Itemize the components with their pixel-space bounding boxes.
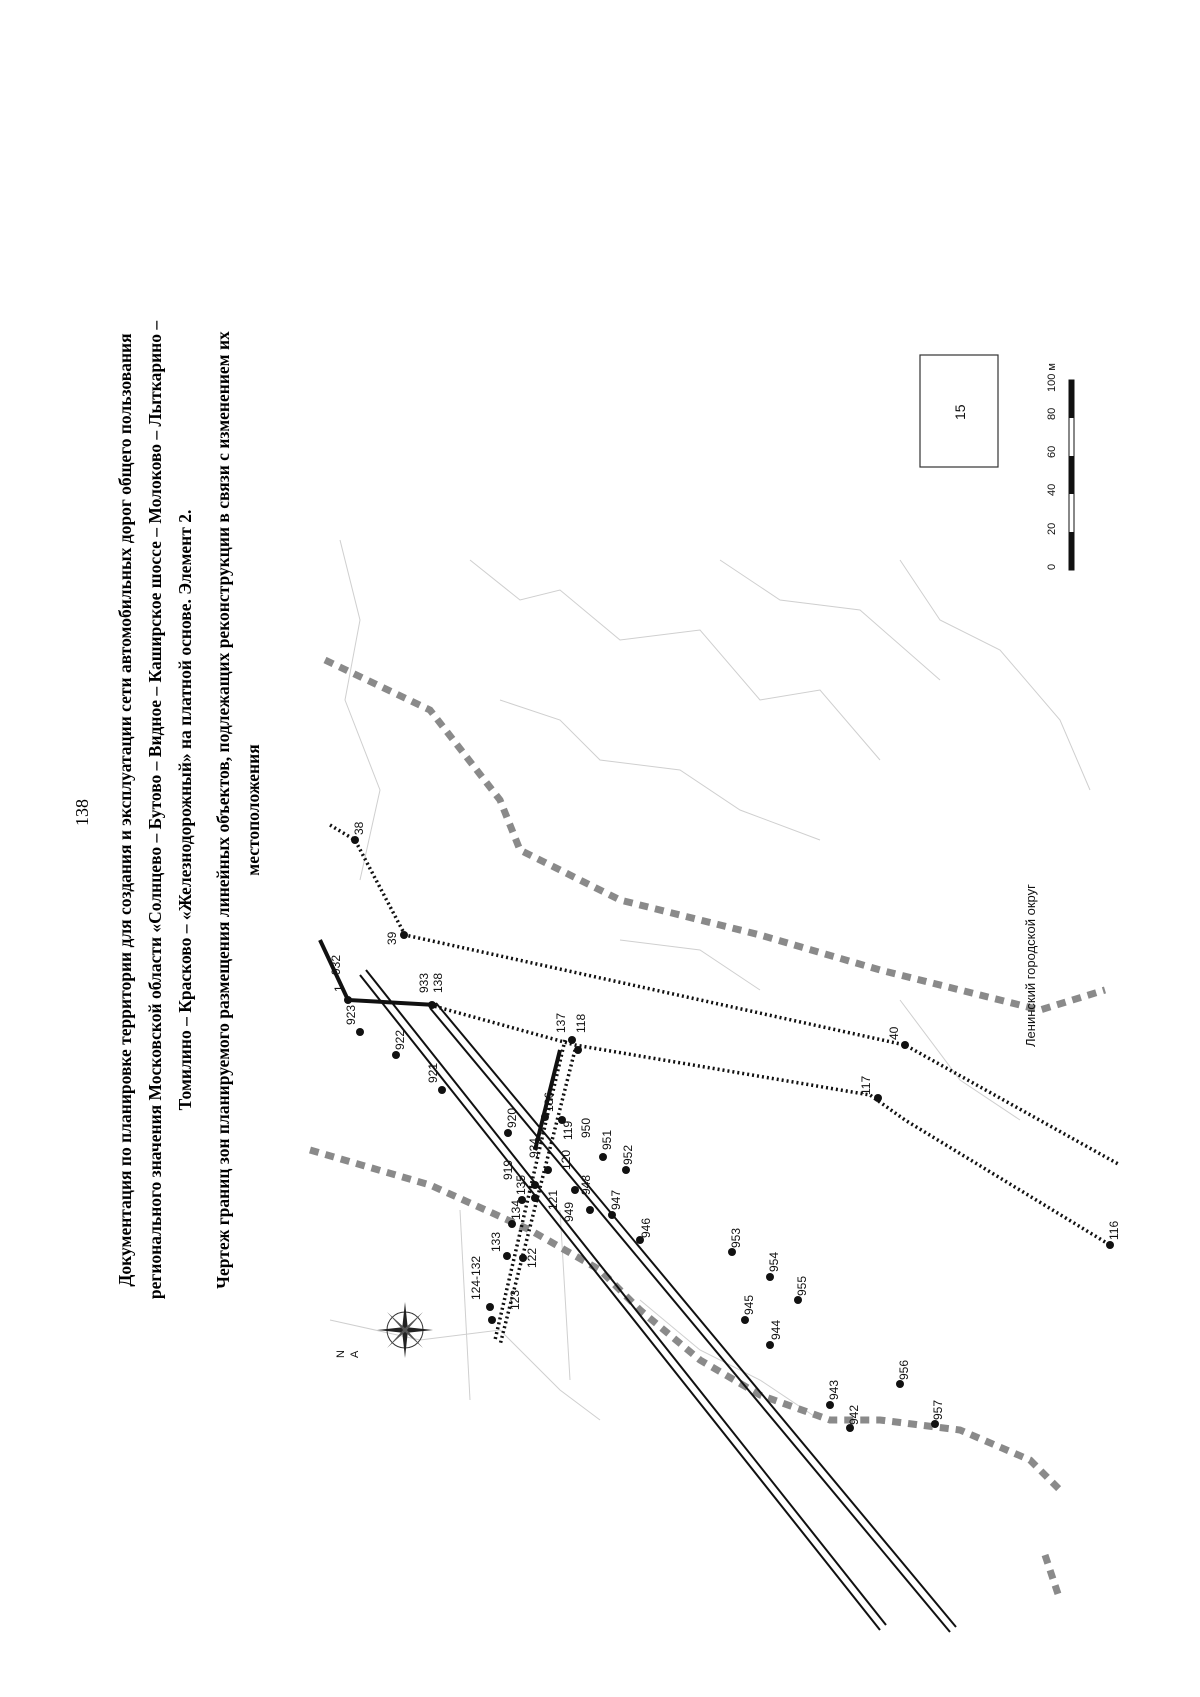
label-942: 942 [847, 1404, 861, 1425]
label-118: 118 [574, 1013, 588, 1033]
point-953 [728, 1248, 736, 1256]
point-922 [392, 1051, 400, 1059]
point-949 [586, 1206, 594, 1214]
label-138: 138 [431, 972, 445, 993]
point-121 [531, 1194, 539, 1202]
boundary-line-upper [325, 660, 1105, 1010]
title-line-1: Документация по планировке территории для создания и эксплуатации сети автомобильных дорог общего пользования [115, 333, 135, 1287]
road-upper-edge-2 [366, 970, 886, 1625]
label-957: 957 [931, 1399, 945, 1420]
point-957 [931, 1420, 939, 1428]
label-134: 134 [509, 1199, 523, 1220]
point-954 [766, 1273, 774, 1281]
label-947: 947 [609, 1189, 623, 1210]
scale-tick-100: 100 м [1046, 363, 1058, 392]
point-134 [508, 1220, 516, 1228]
point-919 [531, 1181, 539, 1189]
point-945 [741, 1316, 749, 1324]
label-919: 919 [501, 1159, 515, 1180]
label-945: 945 [742, 1294, 756, 1315]
point-38 [351, 836, 359, 844]
point-116 [1106, 1241, 1114, 1249]
point-920 [504, 1129, 512, 1137]
point-136 [541, 1113, 549, 1121]
label-1: 1 [332, 985, 346, 992]
survey-points [344, 836, 1114, 1432]
label-122: 122 [525, 1247, 539, 1268]
label-920: 920 [505, 1107, 519, 1128]
compass-rose [377, 1302, 433, 1358]
point-943 [826, 1401, 834, 1409]
label-120: 120 [559, 1149, 573, 1170]
point-39 [400, 931, 408, 939]
label-123: 123 [508, 1289, 522, 1310]
label-951: 951 [600, 1129, 614, 1150]
point-948 [571, 1186, 579, 1194]
point-933 [428, 1001, 436, 1009]
scale-tick-40: 40 [1046, 483, 1058, 496]
district-label: Ленинский городской округ [1023, 884, 1038, 1047]
point-labels [329, 821, 1121, 1425]
point-951 [599, 1153, 607, 1161]
label-40: 40 [887, 1026, 901, 1040]
label-137: 137 [554, 1012, 568, 1033]
label-949: 949 [562, 1201, 576, 1222]
point-118 [574, 1046, 582, 1054]
label-954: 954 [767, 1251, 781, 1272]
label-932: 932 [329, 954, 343, 975]
boundary-line-lower [1045, 1555, 1060, 1600]
road-lower-edge [430, 1008, 950, 1632]
label-135: 135 [514, 1174, 528, 1195]
point-117 [874, 1094, 882, 1102]
label-934: 934 [527, 1137, 541, 1158]
label-946: 946 [639, 1217, 653, 1238]
label-121: 121 [546, 1189, 560, 1210]
zone-line-a [330, 825, 1120, 1165]
label-119: 119 [561, 1120, 575, 1140]
scale-tick-20: 20 [1046, 522, 1058, 535]
point-40 [901, 1041, 909, 1049]
point-1 [344, 996, 352, 1004]
title-line-2: регионального значения Московской области «Солнцево – Бутово – Видное – Каширское шоссе – Молоково – Лыткарино – [145, 320, 165, 1300]
scale-bar [1069, 380, 1074, 570]
label-136: 136 [542, 1091, 556, 1112]
label-953: 953 [729, 1227, 743, 1248]
label-921: 921 [426, 1062, 440, 1083]
point-123 [488, 1316, 496, 1324]
label-39: 39 [385, 931, 399, 945]
subtitle-line-1: Чертеж границ зон планируемого размещения линейных объектов, подлежащих реконструкции в связи с изменением их [213, 331, 233, 1289]
title-line-3: Томилино – Красково – «Железнодорожный» на платной основе. Элемент 2. [175, 509, 195, 1111]
road-lines [320, 940, 956, 1632]
label-943: 943 [827, 1379, 841, 1400]
label-133: 133 [489, 1231, 503, 1252]
scale-tick-80: 80 [1046, 407, 1058, 420]
label-955: 955 [795, 1275, 809, 1296]
point-947 [608, 1211, 616, 1219]
scale-ticks [1046, 363, 1058, 570]
point-120 [544, 1166, 552, 1174]
point-944 [766, 1341, 774, 1349]
subtitle-line-2: местоположения [243, 744, 263, 876]
boundary-line-middle [310, 1150, 1060, 1490]
label-923: 923 [344, 1004, 358, 1025]
page-number: 138 [72, 799, 92, 826]
scale-tick-60: 60 [1046, 445, 1058, 458]
label-948: 948 [579, 1174, 593, 1195]
point-952 [622, 1166, 630, 1174]
sheet-number: 15 [952, 404, 968, 420]
label-944: 944 [769, 1319, 783, 1340]
label-117: 117 [859, 1075, 873, 1095]
label-933: 933 [417, 972, 431, 993]
label-952: 952 [621, 1144, 635, 1165]
point-921 [438, 1086, 446, 1094]
compass-letter-a: A [349, 1350, 361, 1358]
label-38: 38 [352, 821, 366, 835]
zone-line-b [430, 1005, 1110, 1245]
point-133 [503, 1252, 511, 1260]
label-116: 116 [1107, 1220, 1121, 1240]
label-124-132: 124-132 [469, 1255, 483, 1300]
compass-letter-n: N [335, 1350, 347, 1358]
point-923 [356, 1028, 364, 1036]
scale-tick-0: 0 [1046, 563, 1058, 570]
label-956: 956 [897, 1359, 911, 1380]
label-950: 950 [579, 1117, 593, 1138]
point-137 [568, 1036, 576, 1044]
point-124-132 [486, 1303, 494, 1311]
point-956 [896, 1380, 904, 1388]
point-955 [794, 1296, 802, 1304]
boundary-lines [310, 660, 1105, 1600]
label-922: 922 [393, 1029, 407, 1050]
